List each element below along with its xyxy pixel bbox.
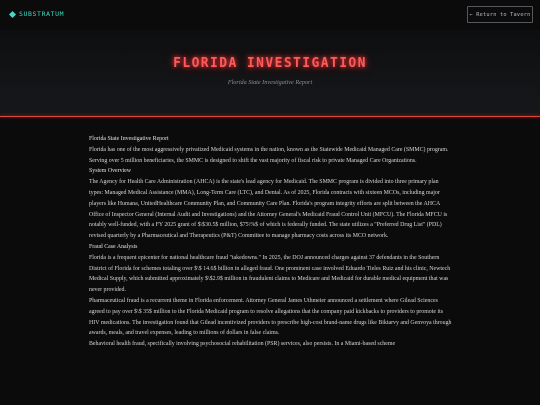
- report-content: [89, 134, 454, 350]
- fraud-paragraph-3: Behavioral health fraud, specifically involving psychosocial rehabilitation (PSR) services, also persists. In a Miami-based scheme: [89, 341, 396, 348]
- brand-label: SUBSTRATUM: [19, 10, 65, 18]
- fraud-paragraph-1: Florida is a frequent epicenter for national healthcare fraud "takedowns." In 2025, the DOJ announced charges against 37 defendants in the Southern District of Florida for schemes totaling over $\$ 14.6$ billion in alleged fraud. One prominent case involved Eduardo Tieles Ruiz and his clinic, Newtech Medical Supply, which submitted approximately $\$2.9$ million in fraudulent claims to Medicare and Medicaid for durable medical equipment that was never provided.: [89, 254, 451, 294]
- report-intro: Florida has one of the most aggressively privatized Medicaid systems in the nation, known as the Statewide Medicaid Managed Care (SMMC) program. Serving over 5 million beneficiaries, the SMMC is designed to shift the vast majority of fiscal risk to private Managed Care Organizations.: [89, 146, 449, 164]
- return-to-tavern-button[interactable]: ← Return to Tavern: [467, 6, 533, 23]
- fraud-analysis-heading: Fraud Case Analysis: [89, 243, 138, 250]
- page-subtitle: Florida State Investigative Report: [227, 79, 313, 86]
- top-bar: [0, 0, 540, 30]
- system-overview-text: The Agency for Health Care Administration (AHCA) is the state's lead agency for Medicaid. The SMMC program is divided into three primary plan types: Managed Medical Assistance (MMA), Long-Term Care (LTC), and Dental. As of 2025, Florida contracts with sixteen MCOs, including major players like Humana, UnitedHealthcare Community Plan, and Community Care Plan. Florida's program integrity efforts are split between the AHCA Office of Inspector General (Internal Audit and Investigations) and the Attorney General's Medicaid Fraud Control Unit (MFCU). The Florida MFCU is notably well-funded, with a FY 2025 grant of $\$30.5$ million, $75\%$ of which is federally funded. The state utilizes a "Preferred Drug List" (PDL) revised quarterly by a Pharmaceutical and Therapeutics (P&T) Committee to manage pharmacy costs across its MCO network.: [89, 179, 448, 240]
- hero-banner: [0, 30, 540, 116]
- system-overview-heading: System Overview: [89, 168, 132, 175]
- hero-divider: [0, 116, 540, 117]
- diamond-icon: [9, 10, 16, 17]
- fraud-paragraph-2: Pharmaceutical fraud is a recurrent theme in Florida enforcement. Attorney General James Uthmeier announced a settlement where Gilead Sciences agreed to pay over $\$ 35$ million to the Florida Medicaid program to resolve allegations that the company paid kickbacks to providers to promote its HIV medications. The investigation found that Gilead incentivized providers to prescribe high-cost brand-name drugs like Biktarvy and Genvoya through awards, meals, and travel expenses, leading to millions of dollars in false claims.: [89, 297, 452, 337]
- page-title: FLORIDA INVESTIGATION: [173, 56, 367, 71]
- report-title: Florida State Investigative Report: [89, 136, 169, 142]
- brand[interactable]: [10, 10, 64, 18]
